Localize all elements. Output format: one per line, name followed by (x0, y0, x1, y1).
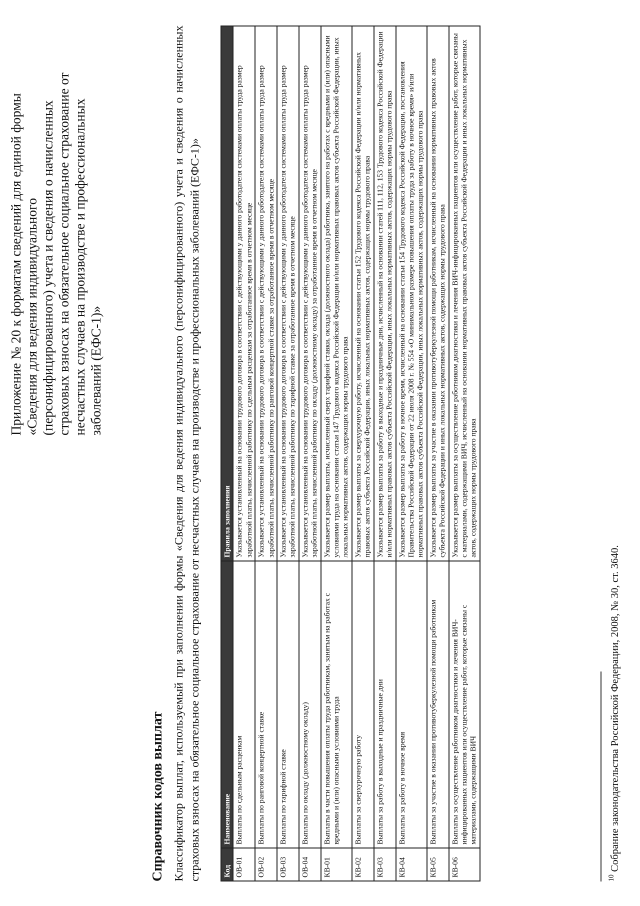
cell-name: Выплаты за работу в выходные и праздничные дни (374, 561, 396, 848)
footnote-mark: 10 (608, 875, 616, 882)
cell-name: Выплаты за работу в ночное время (396, 561, 427, 848)
table-row (396, 26, 427, 881)
annex-header (9, 24, 105, 436)
annex-line: Приложение № 20 к форматам сведений для единой формы (9, 24, 25, 436)
cell-code: КВ-03 (374, 848, 396, 881)
cell-rule: Указывается размер выплаты за работу в выходные и праздничные дни, исчисленный на основании статей 111, 112, 153 Трудового кодекса Российской Федерации и/или нормативных правовых актов субъекта Российской Федерации, иных локальных нормативных актов, содержащих нормы трудового права (374, 26, 396, 561)
table-row (427, 26, 449, 881)
annex-line: заболеваний (ЕФС-1)» (89, 24, 105, 436)
table-header-row (221, 26, 233, 881)
cell-code: КВ-01 (321, 848, 352, 881)
cell-rule: Указывается размер выплаты за сверхурочную работу, исчисленный на основании статьи 152 Трудового кодекса Российской Федерации и/или нормативных правовых актов субъекта Российской Федерации, иных локальных нормативных актов, содержащих нормы трудового права (352, 26, 374, 561)
annex-line: несчастных случаев на производстве и профессиональных (73, 24, 89, 436)
rotated-document-page (1, 1, 640, 906)
footnote-divider (601, 672, 602, 882)
table-row (374, 26, 396, 881)
section-heading: Справочник кодов выплат (151, 712, 167, 882)
cell-rule: Указывается установленный на основании трудового договора в соответствии с действующими у данного работодателя системами оплаты труда размер заработной платы, начисленной работнику по сдельным расценкам за отработанное время в отчетном месяце (233, 26, 255, 561)
cell-name: Выплаты за осуществление работником диагностики и лечения ВИЧ-инфицированных пациентов или осуществление работ, которые связаны с материалами, содержащими ВИЧ (449, 561, 480, 848)
cell-name: Выплаты по ранговой концертной ставке (255, 561, 277, 848)
cell-name: Выплаты по окладу (должностному окладу) (299, 561, 321, 848)
cell-rule: Указывается размер выплаты за осуществление работником диагностики и лечения ВИЧ-инфицированных пациентов или осуществление работ, которые связаны с материалами, содержащими ВИЧ, исчисленный на основании нормативных правовых актов субъекта Российской Федерации и иных локальных нормативных актов, содержащих нормы трудового права (449, 26, 480, 561)
intro-paragraph: Классификатор выплат, используемый при заполнении формы «Сведения для ведения индивидуального (персонифицированного) учета и сведения о начисленных страховых взносах на обязательное социальное страхование от несчастных случаев на производстве и профессиональных заболеваний (ЕФС-1)» (171, 26, 203, 882)
table-row (449, 26, 480, 881)
cell-code: КВ-06 (449, 848, 480, 881)
table-row (352, 26, 374, 881)
cell-code: КВ-05 (427, 848, 449, 881)
cell-name: Выплаты по тарифной ставке (277, 561, 299, 848)
cell-code: ОВ-04 (299, 848, 321, 881)
cell-code: ОВ-01 (233, 848, 255, 881)
cell-name: Выплаты за сверхурочную работу (352, 561, 374, 848)
cell-rule: Указывается установленный на основании трудового договора в соответствии с действующими у данного работодателя системами оплаты труда размер заработной платы, начисленной работнику по ранговой концертной ставке за отработанное время в отчетном месяце (255, 26, 277, 561)
header-code: Код (221, 848, 233, 881)
table-row (255, 26, 277, 881)
cell-code: ОВ-02 (255, 848, 277, 881)
cell-name: Выплаты за участие в оказании противотуберкулезной помощи работникам (427, 561, 449, 848)
table-row (233, 26, 255, 881)
cell-code: КВ-02 (352, 848, 374, 881)
cell-code: ОВ-03 (277, 848, 299, 881)
annex-line: «Сведения для ведения индивидуального (25, 24, 41, 436)
cell-name: Выплаты в части повышения оплаты труда работникам, занятым на работах с вредными и (или) опасными условиями труда (321, 561, 352, 848)
table-row (321, 26, 352, 881)
header-name: Наименование (221, 561, 233, 848)
cell-rule: Указывается размер выплаты, исчисленный сверх тарифной ставки, оклада (должностного оклада) работника, занятого на работах с вредными и (или) опасными условиями труда на основании статьи 147 Трудового кодекса Российской Федерации и/или нормативных правовых актов субъекта Российской Федерации, иных локальных нормативных актов, содержащих нормы трудового права (321, 26, 352, 561)
cell-rule: Указывается установленный на основании трудового договора в соответствии с действующими у данного работодателя системами оплаты труда размер заработной платы, начисленной работнику по тарифной ставке за отработанное время в отчетном месяце (277, 26, 299, 561)
annex-line: (персонифицированного) учета и сведения о начисленных (41, 24, 57, 436)
payment-codes-table (221, 26, 481, 882)
cell-code: КВ-04 (396, 848, 427, 881)
table-row (277, 26, 299, 881)
cell-rule: Указывается размер выплаты за работу в ночное время, исчисленный на основании статьи 154 Трудового кодекса Российской Федерации, постановления Правительства Российской Федерации от 22 июля 2008 г. № 554 «О минимальном размере повышения оплаты труда за работу в ночное время» и/или нормативных правовых актов субъекта Российской Федерации, иных локальных нормативных актов, содержащих нормы трудового права (396, 26, 427, 561)
annex-line: страховых взносах на обязательное социальное страхование от (57, 24, 73, 436)
footnote-text: Собрание законодательства Российской Федерации, 2008, № 30, ст. 3640. (610, 545, 621, 872)
cell-rule: Указывается установленный на основании трудового договора в соответствии с действующими у данного работодателя системами оплаты труда размер заработной платы, начисленной работнику по окладу (должностному окладу) за отработанное время в отчетном месяце (299, 26, 321, 561)
table-row (299, 26, 321, 881)
cell-rule: Указывается размер выплаты за участие в оказании противотуберкулезной помощи работникам, исчисленный на основании нормативных правовых актов субъекта Российской Федерации и иных локальных нормативных актов, содержащих нормы трудового права (427, 26, 449, 561)
footnote (608, 545, 622, 881)
header-rule: Правила заполнения (221, 26, 233, 561)
cell-name: Выплаты по сдельным расценкам (233, 561, 255, 848)
